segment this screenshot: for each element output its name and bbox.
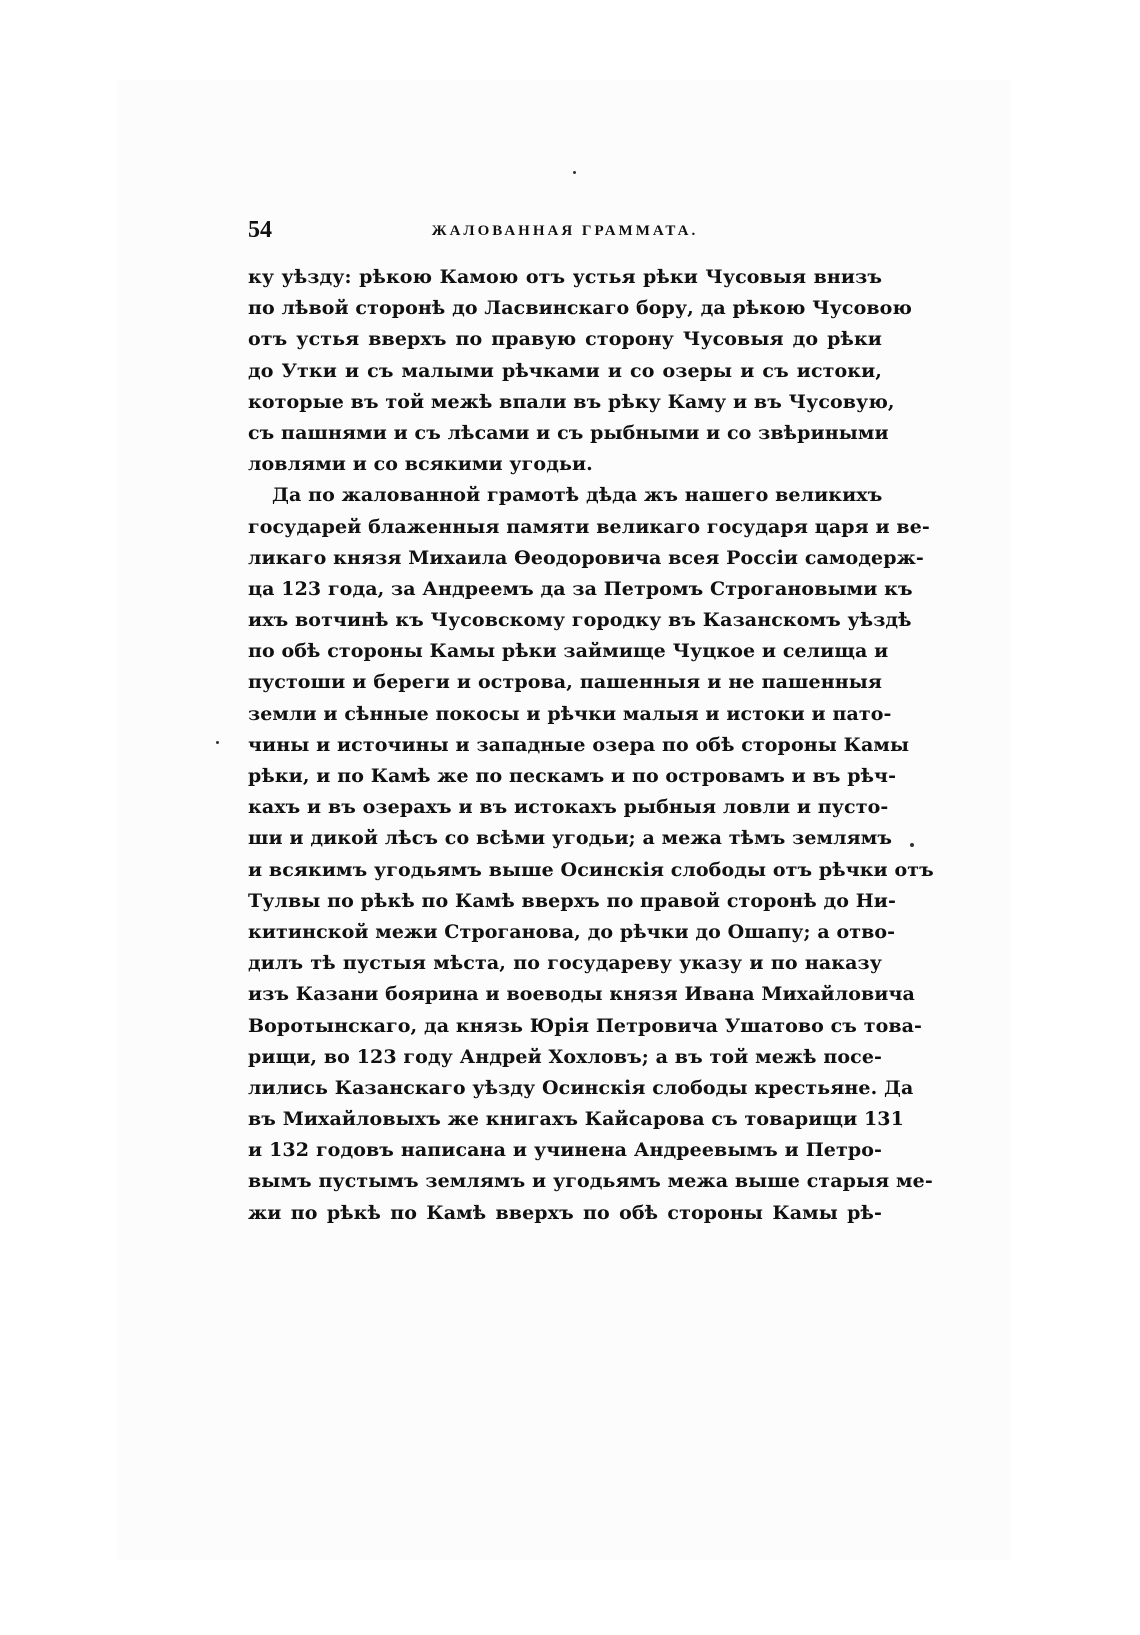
running-title: ЖАЛОВАННАЯ ГРАММАТА.	[431, 223, 699, 239]
text-line: рищи, во 123 году Андрей Хохловъ; а въ той межѣ посе-	[248, 1045, 882, 1068]
text-line: рѣки, и по Камѣ же по пескамъ и по островамъ и въ рѣч-	[248, 765, 897, 787]
text-line: пустоши и береги и острова, пашенныя и не пашенныя	[248, 671, 882, 694]
text-line: до Утки и съ малыми рѣчками и со озеры и съ истоки,	[248, 359, 882, 382]
text-line: вымъ пустымъ землямъ и угодьямъ межа выше старыя ме-	[248, 1170, 933, 1193]
text-line: въ Михайловыхъ же книгахъ Кайсарова съ товарищи 131	[248, 1108, 904, 1131]
text-line: жи по рѣкѣ по Камѣ вверхъ по обѣ стороны Камы рѣ-	[248, 1201, 882, 1224]
body-text	[248, 262, 934, 1229]
text-line: кахъ и въ озерахъ и въ истокахъ рыбныя ловли и пусто-	[248, 796, 889, 819]
page-header	[248, 218, 882, 248]
stray-mark-top	[573, 171, 576, 174]
text-line: ку уѣзду: рѣкою Камою отъ устья рѣки Чусовыя внизъ	[248, 266, 882, 288]
text-line: ихъ вотчинѣ къ Чусовскому городку въ Казанскомъ уѣздѣ	[248, 609, 912, 632]
text-line: которые въ той межѣ впали въ рѣку Каму и въ Чусовую,	[248, 390, 895, 413]
text-line: ши и дикой лѣсъ со всѣми угодьи; а межа тѣмъ землямъ	[248, 827, 893, 850]
stray-mark-right	[910, 843, 914, 847]
text-line: отъ устья вверхъ по правую сторону Чусовыя до рѣки	[248, 328, 882, 351]
text-line: и 132 годовъ написана и учинена Андреевымъ и Петро-	[248, 1139, 882, 1162]
text-line: дилъ тѣ пустыя мѣста, по государеву указу и по наказу	[248, 952, 882, 975]
paragraph	[248, 262, 913, 480]
text-line: съ пашнями и съ лѣсами и съ рыбными и со звѣриными	[248, 421, 889, 444]
paragraph	[248, 480, 934, 1229]
text-line: земли и сѣнные покосы и рѣчки малыя и истоки и пато-	[248, 702, 892, 725]
text-line: Да по жалованной грамотѣ дѣда жъ нашего великихъ	[272, 484, 883, 507]
text-line: китинской межи Строганова, до рѣчки до Ошапу; а отво-	[248, 920, 896, 943]
text-line: ловлями и со всякими угодьи.	[248, 453, 593, 476]
text-line: ца 123 года, за Андреемъ да за Петромъ Строгановыми къ	[248, 577, 913, 600]
text-line: изъ Казани боярина и воеводы князя Ивана Михайловича	[248, 983, 915, 1006]
text-line: по лѣвой сторонѣ до Ласвинскаго бору, да рѣкою Чусовою	[248, 297, 913, 320]
text-line: Тулвы по рѣкѣ по Камѣ вверхъ по правой сторонѣ до Ни-	[248, 889, 896, 912]
text-line: государей блаженныя памяти великаго государя царя и ве-	[248, 515, 930, 538]
page-number: 54	[248, 217, 272, 243]
text-line: лились Казанскаго уѣзду Осинскія слободы крестьяне. Да	[248, 1076, 914, 1099]
text-line: и всякимъ угодьямъ выше Осинскія слободы отъ рѣчки отъ	[248, 858, 934, 881]
stray-mark-left	[216, 741, 219, 744]
text-line: по обѣ стороны Камы рѣки займище Чуцкое и селища и	[248, 640, 889, 663]
text-line: Воротынскаго, да князь Юрія Петровича Ушатово съ това-	[248, 1014, 923, 1037]
text-line: чины и источины и западные озера по обѣ стороны Камы	[248, 733, 910, 756]
text-line: ликаго князя Михаила Ѳеодоровича всея Россіи самодерж-	[248, 546, 924, 569]
